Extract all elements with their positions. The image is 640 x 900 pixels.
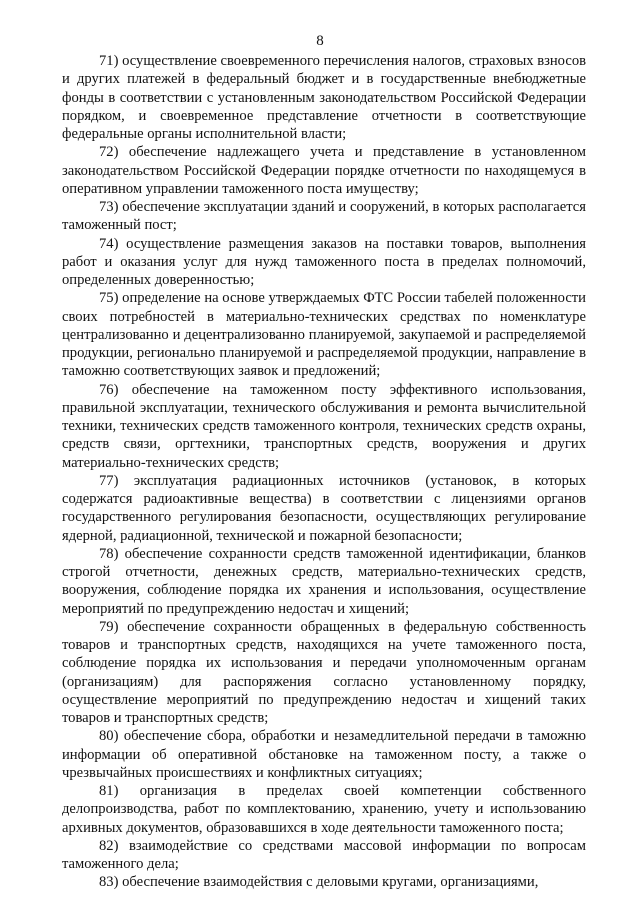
list-item-82: 82) взаимодействие со средствами массовой информации по вопросам таможенного дела; <box>62 837 586 872</box>
list-item-81: 81) организация в пределах своей компетенции собственного делопроизводства, работ по комплектованию, хранению, учету и использованию архивных документов, образовавшихся в ходе деятельности таможенного поста; <box>62 783 586 836</box>
list-item-77: 77) эксплуатация радиационных источников (установок, в которых содержатся радиоактивные вещества) в соответствии с лицензиями органов государственного регулирования безопасности, осуществляющих регулирование ядерной, радиационной, технической и пожарной безопасности; <box>62 472 586 544</box>
document-body <box>62 52 586 892</box>
list-item-73: 73) обеспечение эксплуатации зданий и сооружений, в которых располагается таможенный пост; <box>62 199 586 234</box>
list-item-72: 72) обеспечение надлежащего учета и представление в установленном законодательством Российской Федерации порядке отчетности по находящемуся в оперативном управлении таможенного поста имуществу; <box>62 144 586 197</box>
list-item-75: 75) определение на основе утверждаемых ФТС России табелей положенности своих потребностей в материально-технических средствах по номенклатуре централизованно и децентрализованно планируемой, закупаемой и распределяемой продукции, регионально планируемой и распределяемой продукции, направление в таможню соответствующих заявок и предложений; <box>62 290 586 380</box>
list-item-71: 71) осуществление своевременного перечисления налогов, страховых взносов и других платежей в федеральный бюджет и в государственные внебюджетные фонды в соответствии с установленным законодательством Российской Федерации порядком, и своевременное представление отчетности в соответствующие федеральные органы исполнительной власти; <box>62 53 587 142</box>
page-number: 8 <box>316 33 324 49</box>
list-item-76: 76) обеспечение на таможенном посту эффективного использования, правильной эксплуатации, технического обслуживания и ремонта вычислительной техники, технических средств таможенного контроля, технических средств охраны, средств связи, оргтехники, транспортных средств, вооружения и других материально-технических средств; <box>62 381 586 471</box>
list-item-79: 79) обеспечение сохранности обращенных в федеральную собственность товаров и транспортных средств, находящихся на учете таможенного поста, соблюдение порядка их использования и передачи уполномоченным органам (организациям) для распоряжения согласно установленному порядку, осуществление мероприятий по предупреждению недостач и хищений таких товаров и транспортных средств; <box>62 618 586 726</box>
list-item-74: 74) осуществление размещения заказов на поставки товаров, выполнения работ и оказания услуг для нужд таможенного поста в пределах полномочий, определенных доверенностью; <box>62 235 586 288</box>
list-item-83: 83) обеспечение взаимодействия с деловыми кругами, организациями, <box>99 874 539 891</box>
list-item-78: 78) обеспечение сохранности средств таможенной идентификации, бланков строгой отчетности, денежных средств, материально-технических средств, вооружения, соблюдение порядка их хранения и использования, осуществление мероприятий по предупреждению недостач и хищений; <box>62 545 586 617</box>
list-item-80: 80) обеспечение сбора, обработки и незамедлительной передачи в таможню информации об оперативной обстановке на таможенном посту, а также о чрезвычайных происшествиях и конфликтных ситуациях; <box>62 728 586 781</box>
